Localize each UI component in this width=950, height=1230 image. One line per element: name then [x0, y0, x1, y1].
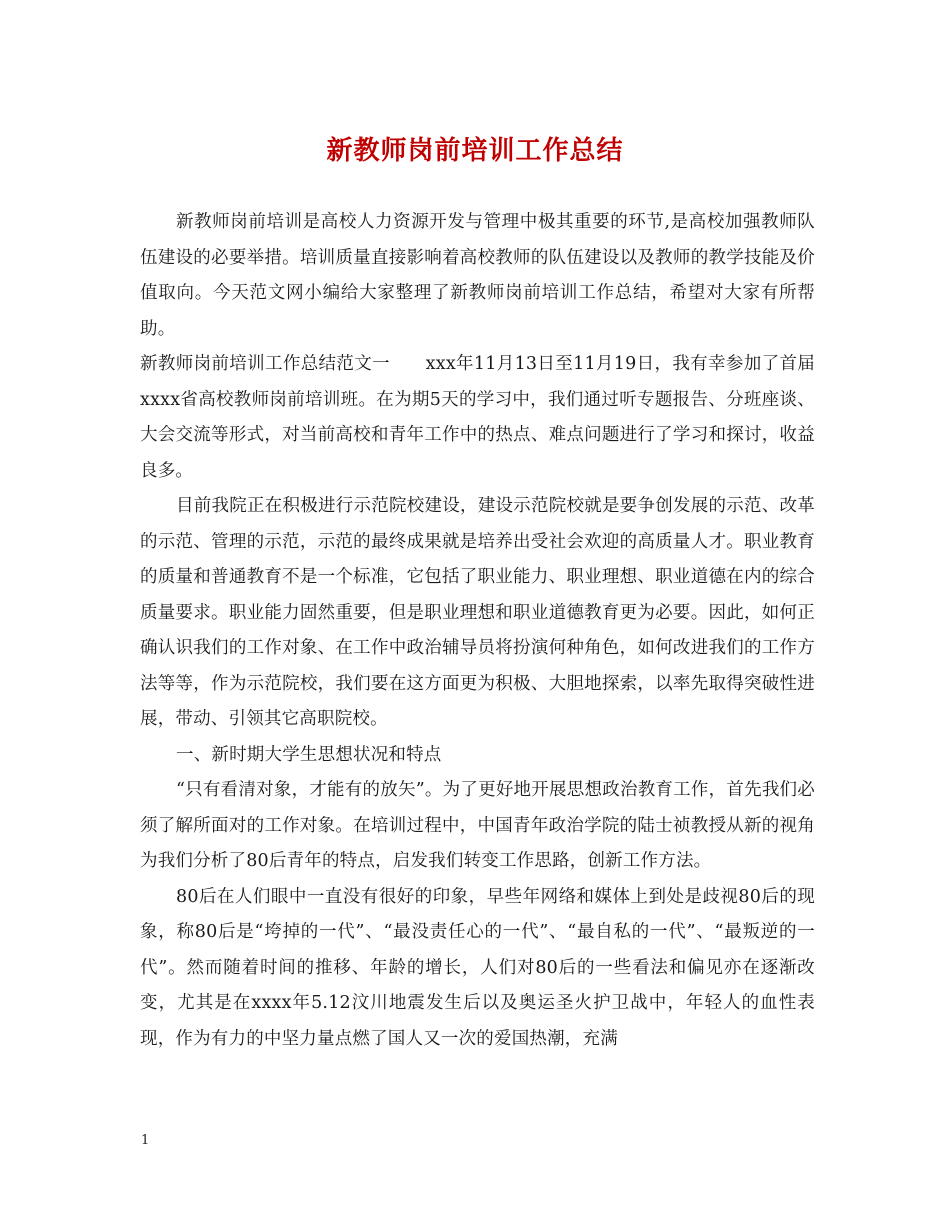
paragraph-know-target: “只有看清对象，才能有的放矢”。为了更好地开展思想政治教育工作，首先我们必须了解所面对的工作对象。在培训过程中，中国青年政治学院的陆士祯教授从新的视角为我们分析了80后青年的特点，启发我们转变工作思路，创新工作方法。: [140, 780, 815, 871]
section-heading-student-thoughts: 一、新时期大学生思想状况和特点: [176, 744, 442, 765]
paragraph-intro: 新教师岗前培训是高校人力资源开发与管理中极其重要的环节,是高校加强教师队伍建设的必要举措。培训质量直接影响着高校教师的队伍建设以及教师的教学技能及价值取向。今天范文网小编给大家整理了新教师岗前培训工作总结，希望对大家有所帮助。: [140, 212, 815, 339]
page-number: 1: [141, 1133, 150, 1148]
paragraph-post-80s: 80后在人们眼中一直没有很好的印象，早些年网络和媒体上到处是歧视80后的现象，称80后是“垮掉的一代”、“最没责任心的一代”、“最自私的一代”、“最叛逆的一代”。然而随着时间的推移、年龄的增长，人们对80后的一些看法和偏见亦在逐渐改变，尤其是在xxxx年5.12汶川地震发生后以及奥运圣火护卫战中，年轻人的血性表现，作为有力的中坚力量点燃了国人又一次的爱国热潮，充满: [140, 886, 815, 1049]
document-body: [140, 205, 815, 1057]
paragraph-sample-one: 新教师岗前培训工作总结范文一 xxx年11月13日至11月19日，我有幸参加了首届xxxx省高校教师岗前培训班。在为期5天的学习中，我们通过听专题报告、分班座谈、大会交流等形式，对当前高校和青年工作中的热点、难点问题进行了学习和探讨，收益良多。: [140, 354, 815, 481]
document-title: 新教师岗前培训工作总结: [326, 136, 624, 166]
paragraph-demonstration-college: 目前我院正在积极进行示范院校建设，建设示范院校就是要争创发展的示范、改革的示范、管理的示范，示范的最终成果就是培养出受社会欢迎的高质量人才。职业教育的质量和普通教育不是一个标准，它包括了职业能力、职业理想、职业道德在内的综合质量要求。职业能力固然重要，但是职业理想和职业道德教育更为必要。因此，如何正确认识我们的工作对象、在工作中政治辅导员将扮演何种角色，如何改进我们的工作方法等等，作为示范院校，我们要在这方面更为积极、大胆地探索，以率先取得突破性进展，带动、引领其它高职院校。: [140, 496, 815, 729]
